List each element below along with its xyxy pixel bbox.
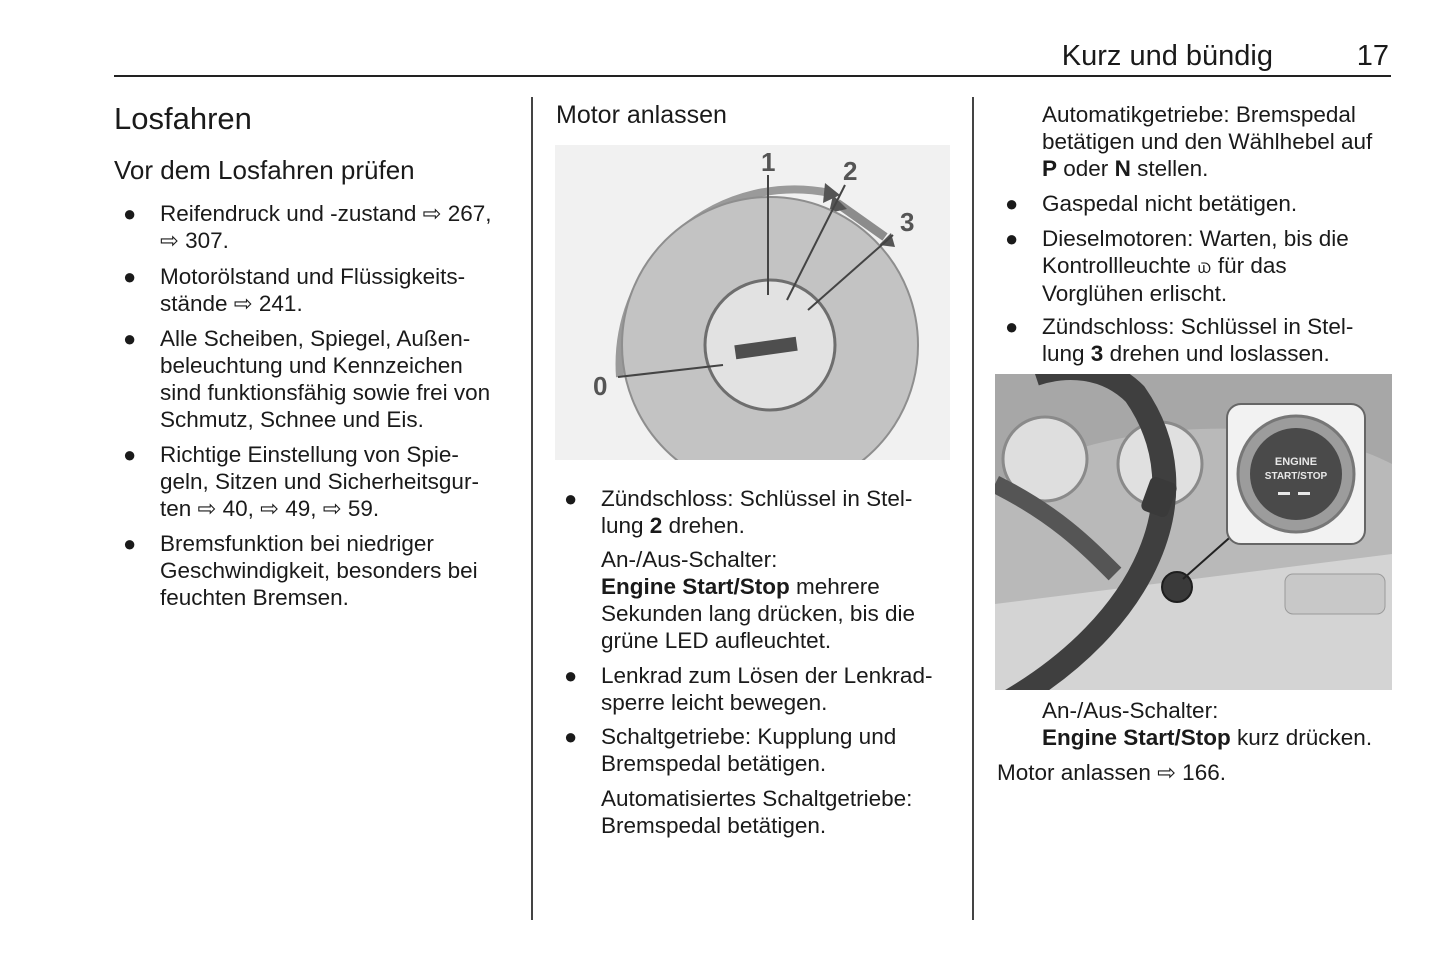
position-number: 3: [1090, 341, 1104, 366]
list-item: [564, 485, 913, 539]
bullet-icon: ●: [1005, 314, 1019, 339]
header-rule: [114, 75, 1391, 77]
item-line: Reifendruck und -zustand ⇨ 267,: [160, 201, 492, 226]
gear-letter: N: [1114, 156, 1131, 181]
item-line: An-/Aus-Schalter:: [601, 547, 778, 572]
item-line: Automatikgetriebe: Bremspedal: [1042, 102, 1356, 127]
ignition-switch-figure: [555, 145, 950, 460]
text-run: Kontrollleuchte: [1042, 253, 1198, 278]
position-number: 2: [649, 513, 663, 538]
button-name: Engine Start/Stop: [1042, 725, 1231, 750]
text-run: mehrere: [789, 574, 880, 599]
bullet-icon: ●: [1005, 226, 1019, 251]
glow-plug-icon: ௰: [1197, 253, 1212, 279]
continued-paragraph: [1042, 101, 1372, 182]
item-line: [1042, 340, 1353, 367]
start-stop-button-small: [1162, 572, 1192, 602]
label-0: 0: [593, 371, 608, 401]
text-run: oder: [1057, 156, 1115, 181]
item-line: Dieselmotoren: Warten, bis die: [1042, 226, 1349, 251]
section-heading-motor: Motor anlassen: [556, 101, 727, 129]
column-divider-2: [972, 97, 974, 920]
label-1: 1: [761, 147, 776, 177]
bullet-icon: ●: [564, 724, 578, 749]
section-heading: Losfahren: [114, 101, 252, 136]
item-line: geln, Sitzen und Sicherheitsgur-: [160, 469, 479, 494]
item-line: Motorölstand und Flüssigkeits-: [160, 264, 466, 289]
item-line: ten ⇨ 40, ⇨ 49, ⇨ 59.: [160, 496, 380, 521]
list-item: [1005, 225, 1349, 307]
item-line: beleuchtung und Kennzeichen: [160, 353, 463, 378]
item-line: betätigen und den Wählhebel auf: [1042, 129, 1373, 154]
list-item: [564, 662, 933, 716]
item-line: Alle Scheiben, Spiegel, Außen-: [160, 326, 471, 351]
item-line: Gaspedal nicht betätigen.: [1042, 191, 1298, 216]
list-item: [123, 441, 479, 522]
text-run: drehen.: [662, 513, 745, 538]
list-item: [1005, 313, 1354, 367]
list-item: [123, 263, 466, 317]
item-line: [601, 512, 912, 539]
led-indicator: [1298, 492, 1310, 495]
item-line: [601, 573, 915, 600]
item-line: Schaltgetriebe: Kupplung und: [601, 724, 897, 749]
list-item: [123, 530, 478, 611]
text-run: lung: [601, 513, 650, 538]
running-header-title: Kurz und bündig: [1061, 40, 1273, 72]
list-item: [123, 200, 492, 254]
sub-paragraph: [601, 546, 915, 654]
item-line: stände ⇨ 241.: [160, 291, 303, 316]
button-name: Engine Start/Stop: [601, 574, 790, 599]
led-indicator: [1278, 492, 1290, 495]
gear-letter: P: [1042, 156, 1058, 181]
page-number: 17: [1356, 40, 1389, 72]
bullet-icon: ●: [123, 201, 137, 226]
bullet-icon: ●: [123, 531, 137, 556]
item-line: grüne LED aufleuchtet.: [601, 628, 832, 653]
bullet-icon: ●: [123, 442, 137, 467]
text-run: kurz drücken.: [1230, 725, 1373, 750]
list-item: [1005, 190, 1298, 217]
item-line: Schmutz, Schnee und Eis.: [160, 407, 424, 432]
label-3: 3: [900, 207, 915, 237]
bullet-icon: ●: [1005, 191, 1019, 216]
text-run: für das: [1211, 253, 1287, 278]
item-line: Vorglühen erlischt.: [1042, 281, 1228, 306]
bullet-icon: ●: [564, 663, 578, 688]
item-line: Automatisiertes Schaltgetriebe:: [601, 786, 913, 811]
item-line: sind funktionsfähig sowie frei von: [160, 380, 491, 405]
text-run: drehen und loslassen.: [1103, 341, 1330, 366]
item-line: Zündschloss: Schlüssel in Stel-: [601, 486, 913, 511]
item-line: Bremsfunktion bei niedriger: [160, 531, 434, 556]
item-line: [1042, 155, 1372, 182]
item-line: Zündschloss: Schlüssel in Stel-: [1042, 314, 1354, 339]
item-line: [1042, 252, 1349, 280]
label-2: 2: [843, 156, 858, 186]
photo-caption: [1042, 697, 1372, 751]
button-text-line2: START/STOP: [1264, 471, 1328, 482]
item-line: Sekunden lang drücken, bis die: [601, 601, 915, 626]
item-line: [1042, 724, 1372, 751]
item-line: Richtige Einstellung von Spie-: [160, 442, 459, 467]
item-line: sperre leicht bewegen.: [601, 690, 828, 715]
subheading: Vor dem Losfahren prüfen: [114, 155, 415, 185]
button-text-line1: ENGINE: [1274, 456, 1318, 468]
bullet-icon: ●: [123, 264, 137, 289]
text-run: lung: [1042, 341, 1091, 366]
list-item: [564, 723, 897, 777]
cross-reference: Motor anlassen ⇨ 166.: [997, 760, 1226, 785]
sub-paragraph: [601, 785, 912, 839]
cockpit-photo: [995, 374, 1392, 690]
item-line: Bremspedal betätigen.: [601, 813, 827, 838]
item-line: Geschwindigkeit, besonders bei: [160, 558, 478, 583]
list-item: [123, 325, 491, 433]
column-divider-1: [531, 97, 533, 920]
item-line: Bremspedal betätigen.: [601, 751, 827, 776]
item-line: feuchten Bremsen.: [160, 585, 349, 610]
item-line: Lenkrad zum Lösen der Lenkrad-: [601, 663, 933, 688]
bullet-icon: ●: [123, 326, 137, 351]
item-line: An-/Aus-Schalter:: [1042, 698, 1219, 723]
vent-panel: [1285, 574, 1385, 614]
text-run: stellen.: [1130, 156, 1209, 181]
bullet-icon: ●: [564, 486, 578, 511]
item-line: ⇨ 307.: [160, 228, 229, 253]
